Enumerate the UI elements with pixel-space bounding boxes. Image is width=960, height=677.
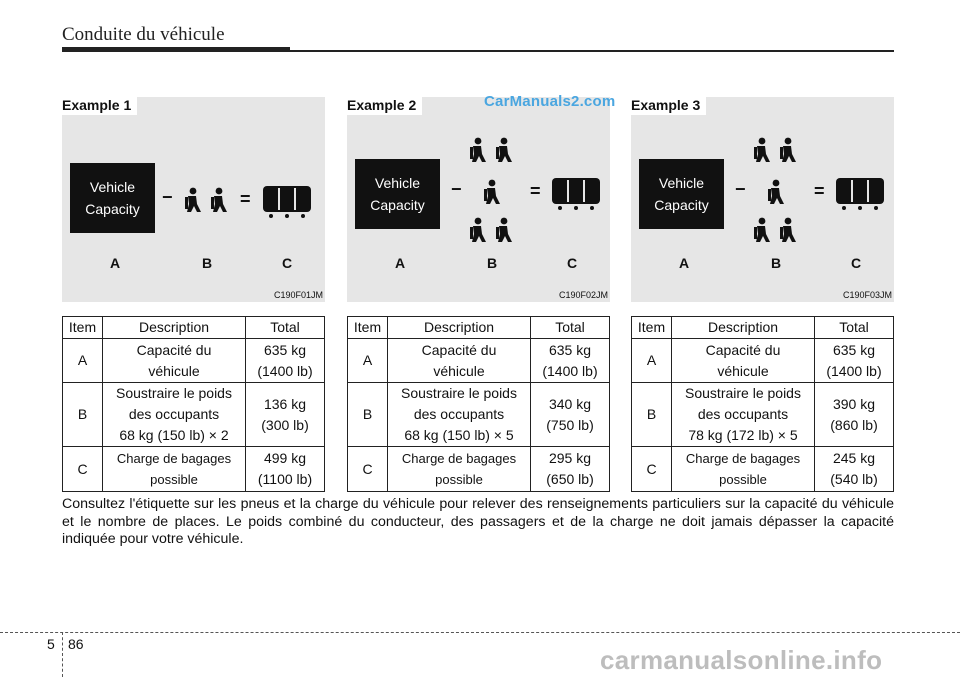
minus-sign: − [735,179,746,199]
table-header-row [348,317,610,339]
label-b: B [771,255,782,271]
example-title: Example 3 [631,97,706,115]
occupant-seat-icon [493,217,513,243]
page-number: 86 [68,636,84,652]
label-c: C [282,255,293,271]
table-header-cell: Item [348,317,388,339]
label-a: A [395,255,406,271]
figure-code: C190F02JM [558,290,608,300]
example-title: Example 1 [62,97,137,115]
footer-rule [0,632,960,633]
example-figure-3 [631,97,894,302]
total-cell: 340 kg (750 lb) [531,383,610,447]
example-figure-1 [62,97,325,302]
table-header-cell: Description [388,317,531,339]
table-header-cell: Total [815,317,894,339]
occupant-seat-icon [751,137,771,163]
table-header-cell: Total [531,317,610,339]
table-header-cell: Item [63,317,103,339]
total-cell: 295 kg (650 lb) [531,447,610,492]
occupant-seat-icon [182,187,202,213]
description-cell: Capacité du véhicule [103,339,246,383]
table-header-cell: Item [632,317,672,339]
load-table-3 [631,316,894,492]
vehicle-capacity-label: Capacity [85,201,140,217]
table-row [63,447,325,492]
description-cell: Capacité du véhicule [388,339,531,383]
item-cell: A [348,339,388,383]
table-header-row [63,317,325,339]
cargo-icon [262,183,312,219]
vehicle-capacity-label: Vehicle [658,175,705,191]
total-cell: 635 kg (1400 lb) [531,339,610,383]
total-cell: 245 kg (540 lb) [815,447,894,492]
figure-code: C190F01JM [273,290,323,300]
total-cell: 499 kg (1100 lb) [246,447,325,492]
table-header-cell: Description [103,317,246,339]
watermark-top: CarManuals2.com [484,93,616,110]
header-rule-thin [290,50,894,52]
cargo-icon [551,175,601,211]
total-cell: 635 kg (1400 lb) [815,339,894,383]
table-row [632,447,894,492]
item-cell: B [632,383,672,447]
footer-divider [62,632,63,677]
total-cell: 136 kg (300 lb) [246,383,325,447]
description-cell: Soustraire le poids des occupants 68 kg (150 lb) × 5 [388,383,531,447]
occupant-seat-icon [481,179,501,205]
item-cell: A [632,339,672,383]
description-cell: Charge de bagages possible [672,447,815,492]
section-number: 5 [47,636,55,652]
item-cell: A [63,339,103,383]
vehicle-capacity-label: Capacity [654,197,709,213]
description-cell: Capacité du véhicule [672,339,815,383]
watermark-bottom: carmanualsonline.info [600,645,883,675]
example-title: Example 2 [347,97,422,115]
table-row [632,383,894,447]
figure-code: C190F03JM [842,290,892,300]
header-rule-thick [62,47,290,52]
total-cell: 635 kg (1400 lb) [246,339,325,383]
cargo-icon [835,175,885,211]
table-row [348,339,610,383]
description-cell: Soustraire le poids des occupants 68 kg (150 lb) × 2 [103,383,246,447]
vehicle-capacity-label: Vehicle [89,179,136,195]
total-cell: 390 kg (860 lb) [815,383,894,447]
label-a: A [110,255,121,271]
label-b: B [487,255,498,271]
table-row [63,383,325,447]
item-cell: B [348,383,388,447]
vehicle-capacity-label: Vehicle [374,175,421,191]
description-cell: Charge de bagages possible [388,447,531,492]
minus-sign: − [162,187,173,207]
table-row [348,383,610,447]
label-c: C [851,255,862,271]
load-table-2 [347,316,610,492]
equals-sign: = [814,181,825,201]
minus-sign: − [451,179,462,199]
item-cell: C [63,447,103,492]
load-table-1 [62,316,325,492]
equals-sign: = [530,181,541,201]
vehicle-capacity-box [639,159,724,229]
occupant-seat-icon [765,179,785,205]
label-c: C [567,255,578,271]
table-row [632,339,894,383]
example-figure-2 [347,97,610,302]
item-cell: B [63,383,103,447]
table-header-cell: Description [672,317,815,339]
table-header-cell: Total [246,317,325,339]
occupant-seat-icon [208,187,228,213]
description-cell: Charge de bagages possible [103,447,246,492]
equals-sign: = [240,189,251,209]
table-row [63,339,325,383]
vehicle-capacity-label: Capacity [370,197,425,213]
occupant-seat-icon [493,137,513,163]
section-title: Conduite du véhicule [62,24,225,45]
vehicle-capacity-box [70,163,155,233]
table-header-row [632,317,894,339]
occupant-seat-icon [467,137,487,163]
item-cell: C [348,447,388,492]
body-paragraph: Consultez l'étiquette sur les pneus et la charge du véhicule pour relever des renseignements particuliers sur la capacité du véhicule et le nombre de places. Le poids combiné du conducteur, des passagers et de la charge ne doit jamais dépasser la capacité indiquée pour votre véhicule. [62,496,894,547]
occupant-seat-icon [777,217,797,243]
label-a: A [679,255,690,271]
item-cell: C [632,447,672,492]
occupant-seat-icon [751,217,771,243]
table-row [348,447,610,492]
label-b: B [202,255,213,271]
occupant-seat-icon [467,217,487,243]
occupant-seat-icon [777,137,797,163]
vehicle-capacity-box [355,159,440,229]
description-cell: Soustraire le poids des occupants 78 kg (172 lb) × 5 [672,383,815,447]
